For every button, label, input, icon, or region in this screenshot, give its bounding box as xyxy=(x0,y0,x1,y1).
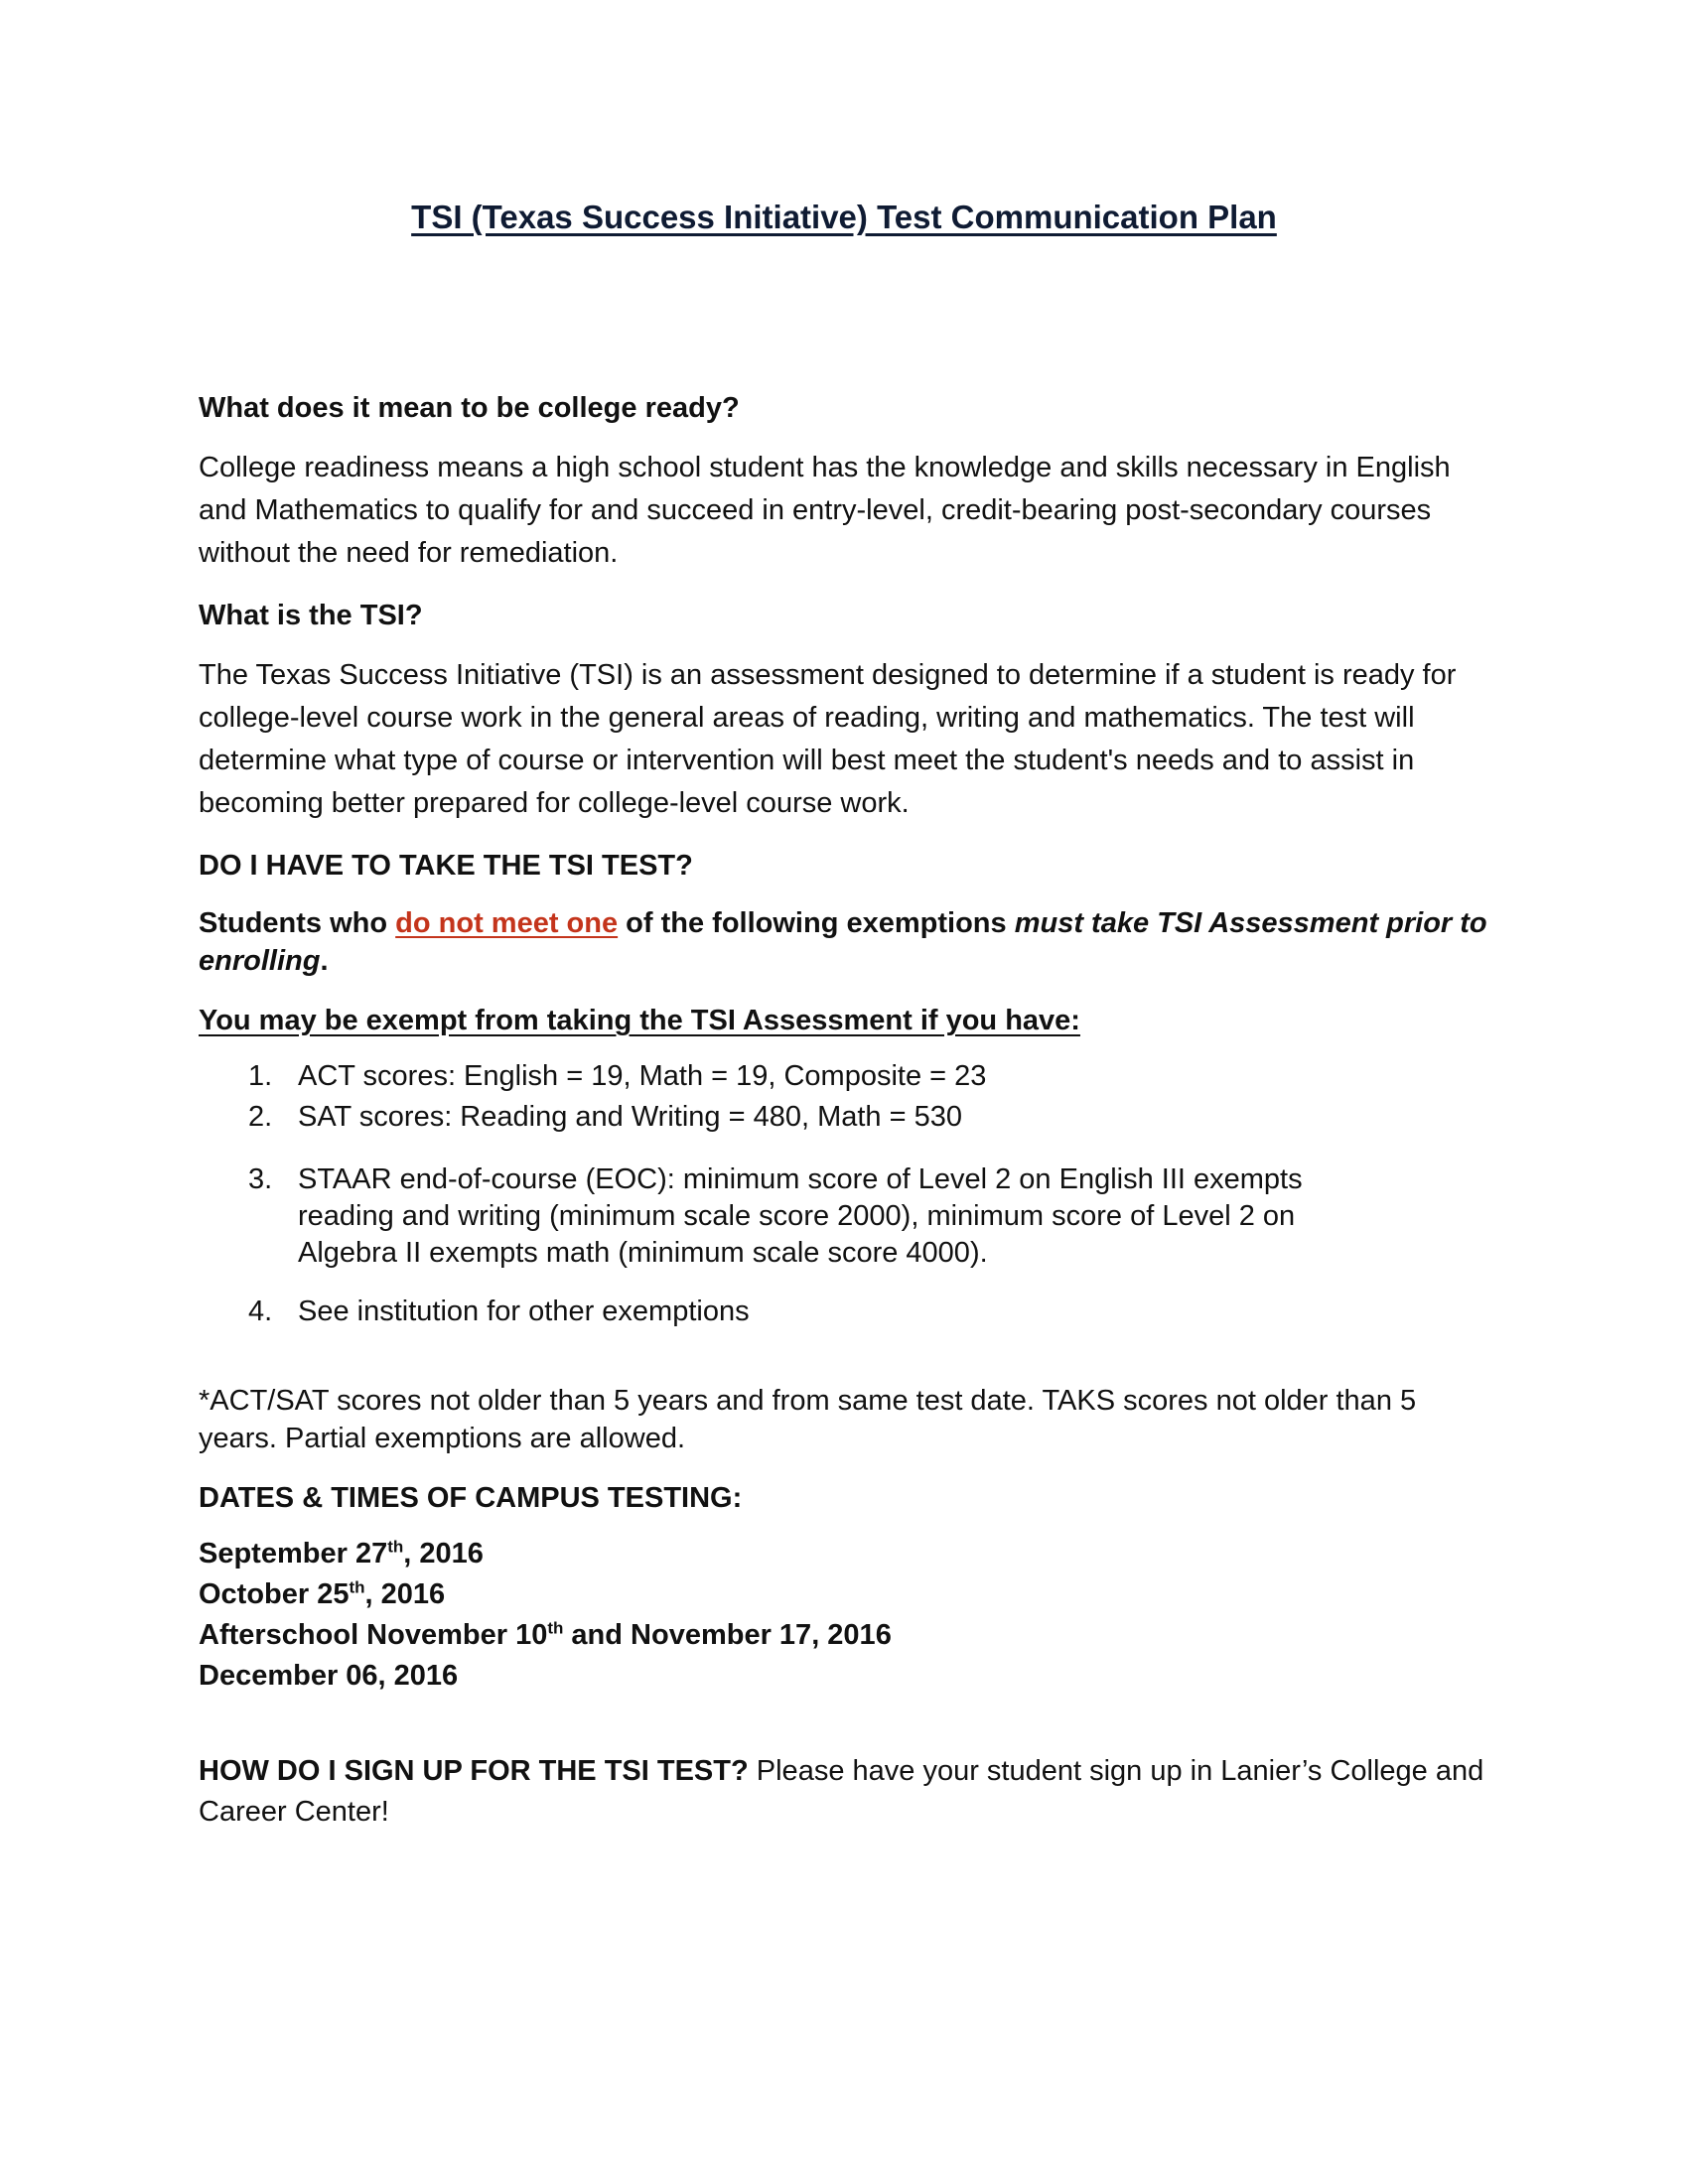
testing-dates-list xyxy=(199,1534,1489,1697)
list-number: 4. xyxy=(248,1296,273,1327)
exempt-heading: You may be exempt from taking the TSI Assessment if you have: xyxy=(199,1005,1080,1036)
list-number: 1. xyxy=(248,1060,273,1092)
section-heading-what-is-tsi: What is the TSI? xyxy=(199,600,423,631)
paragraph-college-ready: College readiness means a high school student has the knowledge and skills necessary in English and Mathematics to qualify for and succeed in entry-level, credit-bearing post-secondary courses without the need for remediation. xyxy=(199,452,1451,569)
section-heading-take-test: DO I HAVE TO TAKE THE TSI TEST? xyxy=(199,850,693,882)
testing-date: December 06, 2016 xyxy=(199,1660,459,1692)
lead-italic: must take TSI Assessment prior to enrolling xyxy=(199,907,1487,977)
lead-middle: of the following exemptions xyxy=(618,907,1015,939)
section-heading-signup: HOW DO I SIGN UP FOR THE TSI TEST? xyxy=(199,1755,749,1787)
testing-date: Afterschool November 10th and November 17, 2016 xyxy=(199,1618,892,1651)
page-title: TSI (Texas Success Initiative) Test Communication Plan xyxy=(411,199,1277,235)
scores-footnote: *ACT/SAT scores not older than 5 years and from same test date. TAKS scores not older than 5 years. Partial exemptions are allowed. xyxy=(199,1385,1417,1454)
testing-date: October 25th, 2016 xyxy=(199,1577,446,1610)
list-number: 3. xyxy=(248,1163,273,1195)
signup-text: Please have your student sign up in Lanier’s College and Career Center! xyxy=(199,1755,1484,1828)
list-item xyxy=(248,1056,1489,1097)
list-item-text: STAAR end-of-course (EOC): minimum score of Level 2 on English III exempts reading and writing (minimum scale score 2000), minimum score of Level 2 on Algebra II exempts math (minimum scale score 4000). xyxy=(298,1163,1303,1269)
section-heading-dates: DATES & TIMES OF CAMPUS TESTING: xyxy=(199,1482,743,1514)
list-item-text: SAT scores: Reading and Writing = 480, Math = 530 xyxy=(298,1101,962,1133)
list-item xyxy=(248,1161,1390,1272)
lead-prefix: Students who xyxy=(199,907,396,939)
section-heading-college-ready: What does it mean to be college ready? xyxy=(199,392,740,424)
list-item xyxy=(248,1292,1489,1332)
signup-paragraph xyxy=(199,1751,1489,1833)
exemptions-list xyxy=(199,1056,1489,1332)
lead-highlight-link[interactable]: do not meet one xyxy=(395,907,619,939)
list-item-text: ACT scores: English = 19, Math = 19, Composite = 23 xyxy=(298,1060,987,1092)
exemption-lead-paragraph xyxy=(199,904,1489,980)
list-number: 2. xyxy=(248,1101,273,1133)
lead-end: . xyxy=(320,945,329,977)
paragraph-what-is-tsi: The Texas Success Initiative (TSI) is an assessment designed to determine if a student is ready for college-level course work in the general areas of reading, writing and mathematics. The test will determine what type of course or intervention will best meet the student's needs and to assist in becoming better prepared for college-level course work. xyxy=(199,659,1457,819)
list-item xyxy=(248,1097,1489,1138)
document-body xyxy=(199,387,1489,1833)
list-item-text: See institution for other exemptions xyxy=(298,1296,750,1327)
testing-date: September 27th, 2016 xyxy=(199,1537,484,1570)
